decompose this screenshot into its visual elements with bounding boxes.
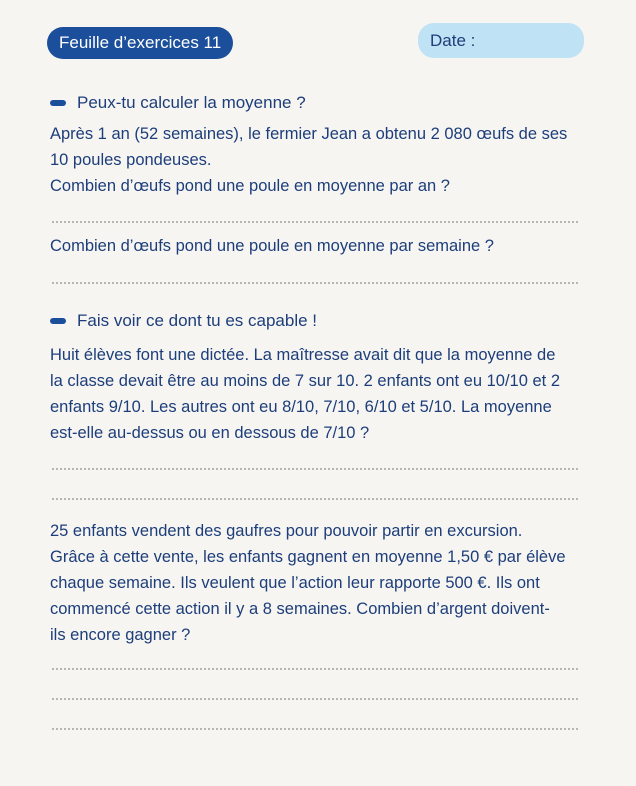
question-line: ils encore gagner ? xyxy=(50,626,191,644)
question-line: Combien d’œufs pond une poule en moyenne par semaine ? xyxy=(50,237,494,255)
question-eggs-week xyxy=(50,233,590,259)
answer-line[interactable] xyxy=(52,221,578,223)
section-heading-text: Fais voir ce dont tu es capable ! xyxy=(77,311,318,330)
bullet-dash-icon xyxy=(50,318,66,324)
problem-line: 25 enfants vendent des gaufres pour pouvoir partir en excursion. xyxy=(50,522,523,540)
answer-line[interactable] xyxy=(52,468,578,470)
question-line: Combien d’œufs pond une poule en moyenne par an ? xyxy=(50,177,450,195)
problem-line: Grâce à cette vente, les enfants gagnent en moyenne 1,50 € par élève xyxy=(50,548,566,566)
date-field[interactable]: Date : xyxy=(418,23,584,58)
problem-line: chaque semaine. Ils veulent que l’action leur rapporte 500 €. Ils ont xyxy=(50,574,540,592)
section-heading-text: Peux-tu calculer la moyenne ? xyxy=(77,93,306,112)
problem-dictee xyxy=(50,342,590,446)
answer-line[interactable] xyxy=(52,282,578,284)
worksheet-title: Feuille d’exercices 11 xyxy=(47,27,233,59)
problem-line: commencé cette action il y a 8 semaines. Combien d’argent doivent- xyxy=(50,600,550,618)
problem-line: 10 poules pondeuses. xyxy=(50,151,212,169)
section-heading-capable xyxy=(50,310,317,332)
problem-gaufres xyxy=(50,518,590,648)
section-heading-moyenne xyxy=(50,92,306,114)
problem-line: enfants 9/10. Les autres ont eu 8/10, 7/10, 6/10 et 5/10. La moyenne xyxy=(50,398,552,416)
bullet-dash-icon xyxy=(50,100,66,106)
problem-line: Après 1 an (52 semaines), le fermier Jean a obtenu 2 080 œufs de ses xyxy=(50,125,568,143)
answer-line[interactable] xyxy=(52,728,578,730)
problem-line: Huit élèves font une dictée. La maîtresse avait dit que la moyenne de xyxy=(50,346,556,364)
question-line: est-elle au-dessus ou en dessous de 7/10 ? xyxy=(50,424,370,442)
problem-line: la classe devait être au moins de 7 sur 10. 2 enfants ont eu 10/10 et 2 xyxy=(50,372,560,390)
answer-line[interactable] xyxy=(52,498,578,500)
answer-line[interactable] xyxy=(52,698,578,700)
answer-line[interactable] xyxy=(52,668,578,670)
problem-eggs xyxy=(50,121,590,199)
